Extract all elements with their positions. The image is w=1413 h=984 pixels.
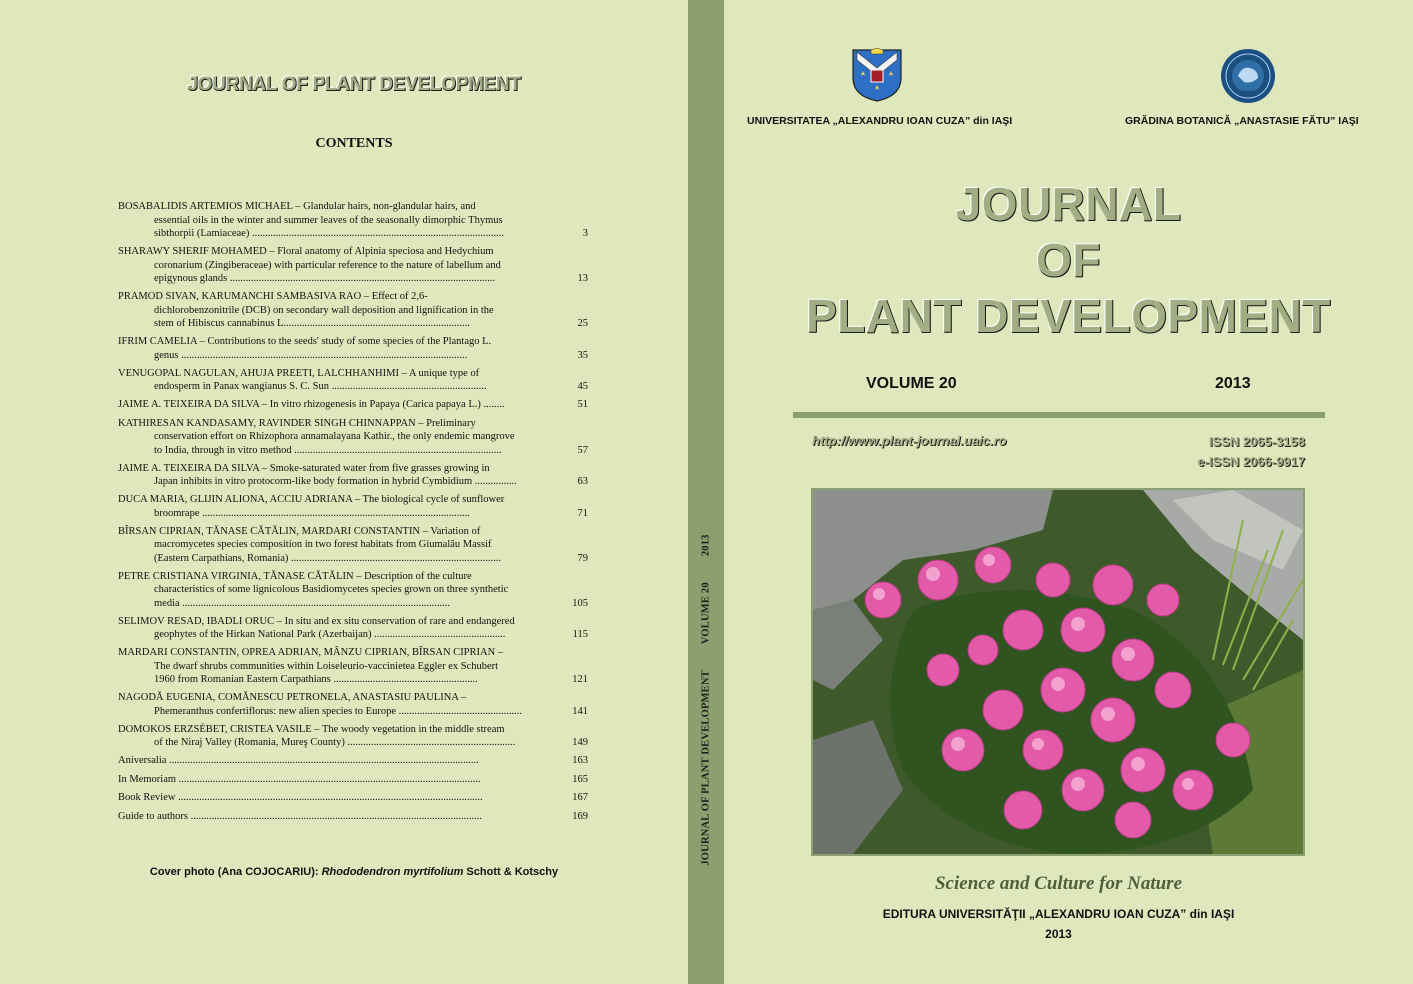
rhododendron-photo bbox=[813, 490, 1303, 854]
toc-entry-page: 57 bbox=[577, 444, 588, 456]
toc-entry-line: (Eastern Carpathians, Romania) ................................................................................ bbox=[154, 552, 502, 564]
toc-entry-line: Phemeranthus confertiflorus: new alien species to Europe ............................................... bbox=[154, 705, 523, 717]
toc-entry-page: 71 bbox=[577, 507, 588, 519]
toc-entry-line: 1960 from Romanian Eastern Carpathians ....................................................... bbox=[154, 674, 478, 685]
toc-entry bbox=[118, 290, 588, 331]
toc-entry-line: VENUGOPAL NAGULAN, AHUJA PREETI, LALCHHANHIMI – A unique type of bbox=[118, 367, 480, 379]
toc-entry-page: 141 bbox=[572, 705, 588, 717]
year-label: 2013 bbox=[1215, 375, 1251, 392]
toc-entry bbox=[118, 773, 588, 787]
toc-entry bbox=[118, 417, 588, 458]
toc-entry bbox=[118, 810, 588, 824]
spine-title: JOURNAL OF PLANT DEVELOPMENT bbox=[700, 670, 712, 866]
table-of-contents bbox=[118, 200, 588, 828]
journal-url: http://www.plant-journal.uaic.ro bbox=[812, 433, 1007, 448]
toc-entry bbox=[118, 691, 588, 718]
publisher-year: 2013 bbox=[1045, 927, 1072, 941]
toc-entry-line: of the Niraj Valley (Romania, Mureş County) ................................................................ bbox=[154, 737, 516, 748]
toc-entry-line: endosperm in Panax wangianus S. C. Sun ........................................................... bbox=[154, 381, 487, 392]
toc-entry-page: 13 bbox=[577, 273, 588, 284]
toc-entry-line: JAIME A. TEIXEIRA DA SILVA – Smoke-saturated water from five grasses growing in bbox=[118, 462, 490, 474]
toc-entry-line: The dwarf shrubs communities within Loiseleurio-vaccinietea Eggler ex Schubert bbox=[154, 660, 499, 672]
toc-entry-line: KATHIRESAN KANDASAMY, RAVINDER SINGH CHINNAPPAN – Preliminary bbox=[118, 417, 476, 429]
toc-entry-page: 35 bbox=[577, 349, 588, 361]
botanical-garden-seal-icon bbox=[1220, 48, 1276, 104]
toc-entry-page: 163 bbox=[572, 755, 588, 766]
issn-label: ISSN 2065-3158 bbox=[1208, 434, 1305, 449]
toc-entry-line: essential oils in the winter and summer leaves of the seasonally dimorphic Thymus bbox=[154, 214, 503, 226]
toc-entry-line: PRAMOD SIVAN, KARUMANCHI SAMBASIVA RAO – Effect of 2,6- bbox=[118, 291, 428, 302]
toc-entry-line: MARDARI CONSTANTIN, OPREA ADRIAN, MÂNZU CIPRIAN, BÎRSAN CIPRIAN – bbox=[118, 647, 504, 658]
photo-credit-prefix: Cover photo (Ana COJOCARIU): bbox=[149, 866, 322, 878]
toc-entry bbox=[118, 646, 588, 687]
toc-entry-line: BOSABALIDIS ARTEMIOS MICHAEL – Glandular hairs, non-glandular hairs, and bbox=[118, 201, 476, 212]
toc-entry-line: Japan inhibits in vitro protocorm-like body formation in hybrid Cymbidium ................ bbox=[154, 476, 517, 487]
botanical-garden-name: GRĂDINA BOTANICĂ „ANASTASIE FĂTU” IAŞI bbox=[1125, 115, 1359, 127]
toc-entry-page: 45 bbox=[577, 381, 588, 392]
toc-entry-page: 63 bbox=[577, 476, 588, 487]
tagline: Science and Culture for Nature bbox=[934, 873, 1183, 894]
front-title-line2: OF bbox=[1036, 234, 1101, 286]
toc-entry-page: 25 bbox=[577, 318, 588, 329]
contents-heading: CONTENTS bbox=[315, 136, 393, 151]
cover-photo bbox=[811, 488, 1305, 856]
toc-entry bbox=[118, 493, 588, 520]
toc-entry-line: sibthorpii (Lamiaceae) ................................................................................................ bbox=[154, 228, 504, 239]
toc-entry-line: geophytes of the Hirkan National Park (Azerbaijan) .................................................. bbox=[154, 629, 506, 640]
toc-entry-line: BÎRSAN CIPRIAN, TĂNASE CĂTĂLIN, MARDARI CONSTANTIN – Variation of bbox=[118, 525, 481, 537]
toc-entry-line: stem of Hibiscus cannabinus L....................................................................... bbox=[154, 318, 470, 329]
toc-entry bbox=[118, 723, 588, 750]
toc-entry bbox=[118, 398, 588, 412]
toc-entry-page: 105 bbox=[572, 597, 588, 609]
toc-entry bbox=[118, 200, 588, 241]
toc-entry-line: JAIME A. TEIXEIRA DA SILVA – In vitro rhizogenesis in Papaya (Carica papaya L.) ........ bbox=[118, 399, 505, 410]
toc-entry-line: DOMOKOS ERZSÉBET, CRISTEA VASILE – The woody vegetation in the middle stream bbox=[118, 723, 505, 735]
toc-entry-line: IFRIM CAMELIA – Contributions to the seeds' study of some species of the Plantago L. bbox=[118, 336, 492, 347]
toc-entry-line: characteristics of some lignicolous Basidiomycetes species grown on three synthetic bbox=[154, 584, 509, 595]
toc-entry bbox=[118, 462, 588, 489]
toc-entry-line: media ...................................................................................................... bbox=[154, 597, 451, 609]
volume-label: VOLUME 20 bbox=[866, 375, 957, 392]
toc-entry-line: broomrape ...................................................................................................... bbox=[154, 507, 470, 519]
back-journal-title: JOURNAL OF PLANT DEVELOPMENT bbox=[187, 74, 521, 95]
toc-entry-page: 3 bbox=[582, 228, 588, 239]
photo-credit-suffix: Schott & Kotschy bbox=[463, 866, 559, 878]
toc-entry bbox=[118, 754, 588, 768]
toc-entry bbox=[118, 570, 588, 611]
photo-credit-species: Rhododendron myrtifolium bbox=[321, 866, 464, 878]
toc-entry-line: In Memoriam ................................................................................................................... bbox=[118, 773, 481, 785]
toc-entry-page: 121 bbox=[572, 674, 588, 685]
toc-entry-line: SELIMOV RESAD, IBADLI ORUC – In situ and ex situ conservation of rare and endangered bbox=[118, 615, 515, 627]
toc-entry-page: 51 bbox=[577, 399, 588, 410]
toc-entry-line: genus ............................................................................................................. bbox=[154, 349, 468, 361]
toc-entry-line: to India, through in vitro method ............................................................................... bbox=[154, 444, 502, 456]
toc-entry-line: SHARAWY SHERIF MOHAMED – Floral anatomy of Alpinia speciosa and Hedychium bbox=[118, 246, 494, 257]
university-crest-icon bbox=[851, 48, 903, 102]
toc-entry-page: 79 bbox=[577, 552, 588, 564]
toc-entry bbox=[118, 335, 588, 362]
spine-text bbox=[701, 534, 712, 865]
eissn-label: e-ISSN 2066-9917 bbox=[1197, 454, 1305, 469]
toc-entry bbox=[118, 525, 588, 566]
toc-entry-page: 149 bbox=[572, 737, 588, 748]
toc-entry-line: dichlorobenzonitrile (DCB) on secondary wall deposition and lignification in the bbox=[154, 304, 494, 316]
toc-entry-line: NAGODĂ EUGENIA, COMĂNESCU PETRONELA, ANASTASIU PAULINA – bbox=[118, 692, 467, 703]
toc-entry-line: Book Review .................................................................................................................... bbox=[118, 792, 483, 803]
toc-entry-line: conservation effort on Rhizophora annamalayana Kathir., the only endemic mangrove bbox=[154, 431, 515, 442]
spine-year: 2013 bbox=[700, 534, 712, 557]
toc-entry-line: Guide to authors ............................................................................................................... bbox=[118, 810, 482, 822]
photo-credit bbox=[0, 866, 708, 878]
university-name: UNIVERSITATEA „ALEXANDRU IOAN CUZA” din IAŞI bbox=[747, 115, 1013, 127]
toc-entry-line: PETRE CRISTIANA VIRGINIA, TĂNASE CĂTĂLIN – Description of the culture bbox=[118, 570, 472, 582]
spine-volume: VOLUME 20 bbox=[700, 582, 712, 645]
toc-entry-line: macromycetes species composition in two forest habitats from Giumalău Massif bbox=[154, 539, 492, 550]
toc-entry-line: Aniversalia ...................................................................................................................... bbox=[118, 755, 479, 766]
front-title-line1: JOURNAL bbox=[955, 178, 1182, 230]
toc-entry bbox=[118, 791, 588, 805]
front-title-line3: PLANT DEVELOPMENT bbox=[806, 290, 1331, 342]
toc-entry bbox=[118, 245, 588, 286]
toc-entry-line: epigynous glands ..................................................................................................... bbox=[154, 273, 495, 284]
toc-entry-line: coronarium (Zingiberaceae) with particular reference to the nature of labellum and bbox=[154, 259, 501, 271]
toc-entry bbox=[118, 615, 588, 642]
publisher: EDITURA UNIVERSITĂŢII „ALEXANDRU IOAN CUZA” din IAŞI bbox=[882, 907, 1235, 921]
toc-entry-page: 115 bbox=[572, 629, 588, 640]
toc-entry-page: 167 bbox=[572, 792, 588, 803]
toc-entry-line: DUCA MARIA, GLIJIN ALIONA, ACCIU ADRIANA – The biological cycle of sunflower bbox=[118, 494, 505, 505]
toc-entry bbox=[118, 367, 588, 394]
toc-entry-page: 169 bbox=[572, 810, 588, 822]
toc-entry-page: 165 bbox=[572, 773, 588, 785]
divider-rule bbox=[793, 412, 1325, 418]
